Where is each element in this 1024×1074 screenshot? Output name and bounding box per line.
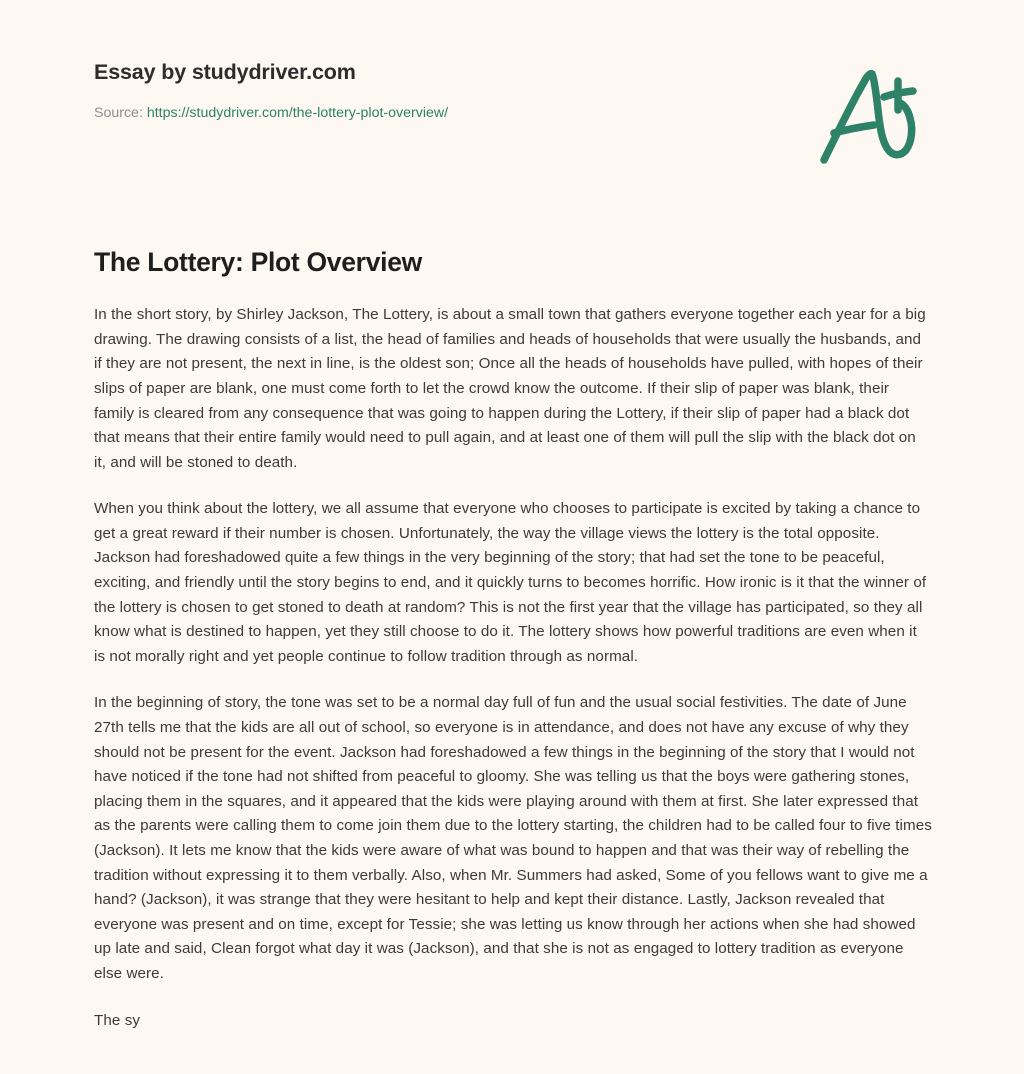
article-body <box>94 303 932 1033</box>
paragraph-3: In the beginning of story, the tone was set to be a normal day full of fun and the usual social festivities. The date of June 27th tells me that the kids are all out of school, so everyone is in attendance, and does not have any excuse of why they should not be present for the event. Jackson had foreshadowed a few things in the beginning of the story that I would not have noticed if the tone had not shifted from peaceful to gloomy. She was telling us that the boys were gathering stones, placing them in the squares, and it appeared that the kids were playing around with them at first. She later expressed that as the parents were calling them to come join them due to the lottery starting, the children had to be called four to five times (Jackson). It lets me know that the kids were aware of what was bound to happen and that was their way of rebelling the tradition without expressing it to them verbally. Also, when Mr. Summers had asked, Some of you fellows want to give me a hand? (Jackson), it was strange that they were hesitant to help and kept their distance. Lastly, Jackson revealed that everyone was present and on time, except for Tessie; she was letting us know through her actions when she had showed up late and said, Clean forgot what day it was (Jackson), and that she is not as engaged to lottery tradition as everyone else were. <box>94 694 932 982</box>
paragraph-1: In the short story, by Shirley Jackson, The Lottery, is about a small town that gathers everyone together each year for a big drawing. The drawing consists of a list, the head of families and heads of households that were usually the husbands, and if they are not present, the next in line, is the oldest son; Once all the heads of households have pulled, with hopes of their slips of paper are blank, one must come forth to let the crowd know the outcome. If their slip of paper was blank, their family is cleared from any consequence that was going to happen during the Lottery, if their slip of paper had a black dot that means that their entire family would need to pull again, and at least one of them will pull the slip with the black dot on it, and will be stoned to death. <box>94 306 926 471</box>
page-header <box>0 0 1024 190</box>
source-url-link[interactable]: https://studydriver.com/the-lottery-plot-overview/ <box>146 104 449 121</box>
a-plus-logo-icon <box>812 62 934 170</box>
source-line <box>94 86 448 122</box>
page-title: The Lottery: Plot Overview <box>94 247 422 277</box>
paragraph-4-truncated: The sy <box>94 1011 141 1029</box>
paragraph-2: When you think about the lottery, we all assume that everyone who chooses to participate is excited by taking a chance to get a great reward if their number is chosen. Unfortunately, the way the village views the lottery is the total opposite. Jackson had foreshadowed quite a few things in the very beginning of the story; that had set the tone to be peaceful, exciting, and friendly until the story begins to end, and it quickly turns to becomes horrific. How ironic is it that the winner of the lottery is chosen to get stoned to death at random? This is not the first year that the village has participated, so they all know what is destined to happen, yet they still choose to do it. The lottery shows how powerful traditions are even when it is not morally right and yet people continue to follow tradition through as normal. <box>94 500 927 665</box>
essay-byline: Essay by studydriver.com <box>94 60 356 84</box>
source-label: Source: <box>94 104 147 121</box>
article-container <box>94 246 932 1033</box>
studydriver-a-plus-logo <box>812 62 934 170</box>
header-text-block <box>94 60 448 122</box>
